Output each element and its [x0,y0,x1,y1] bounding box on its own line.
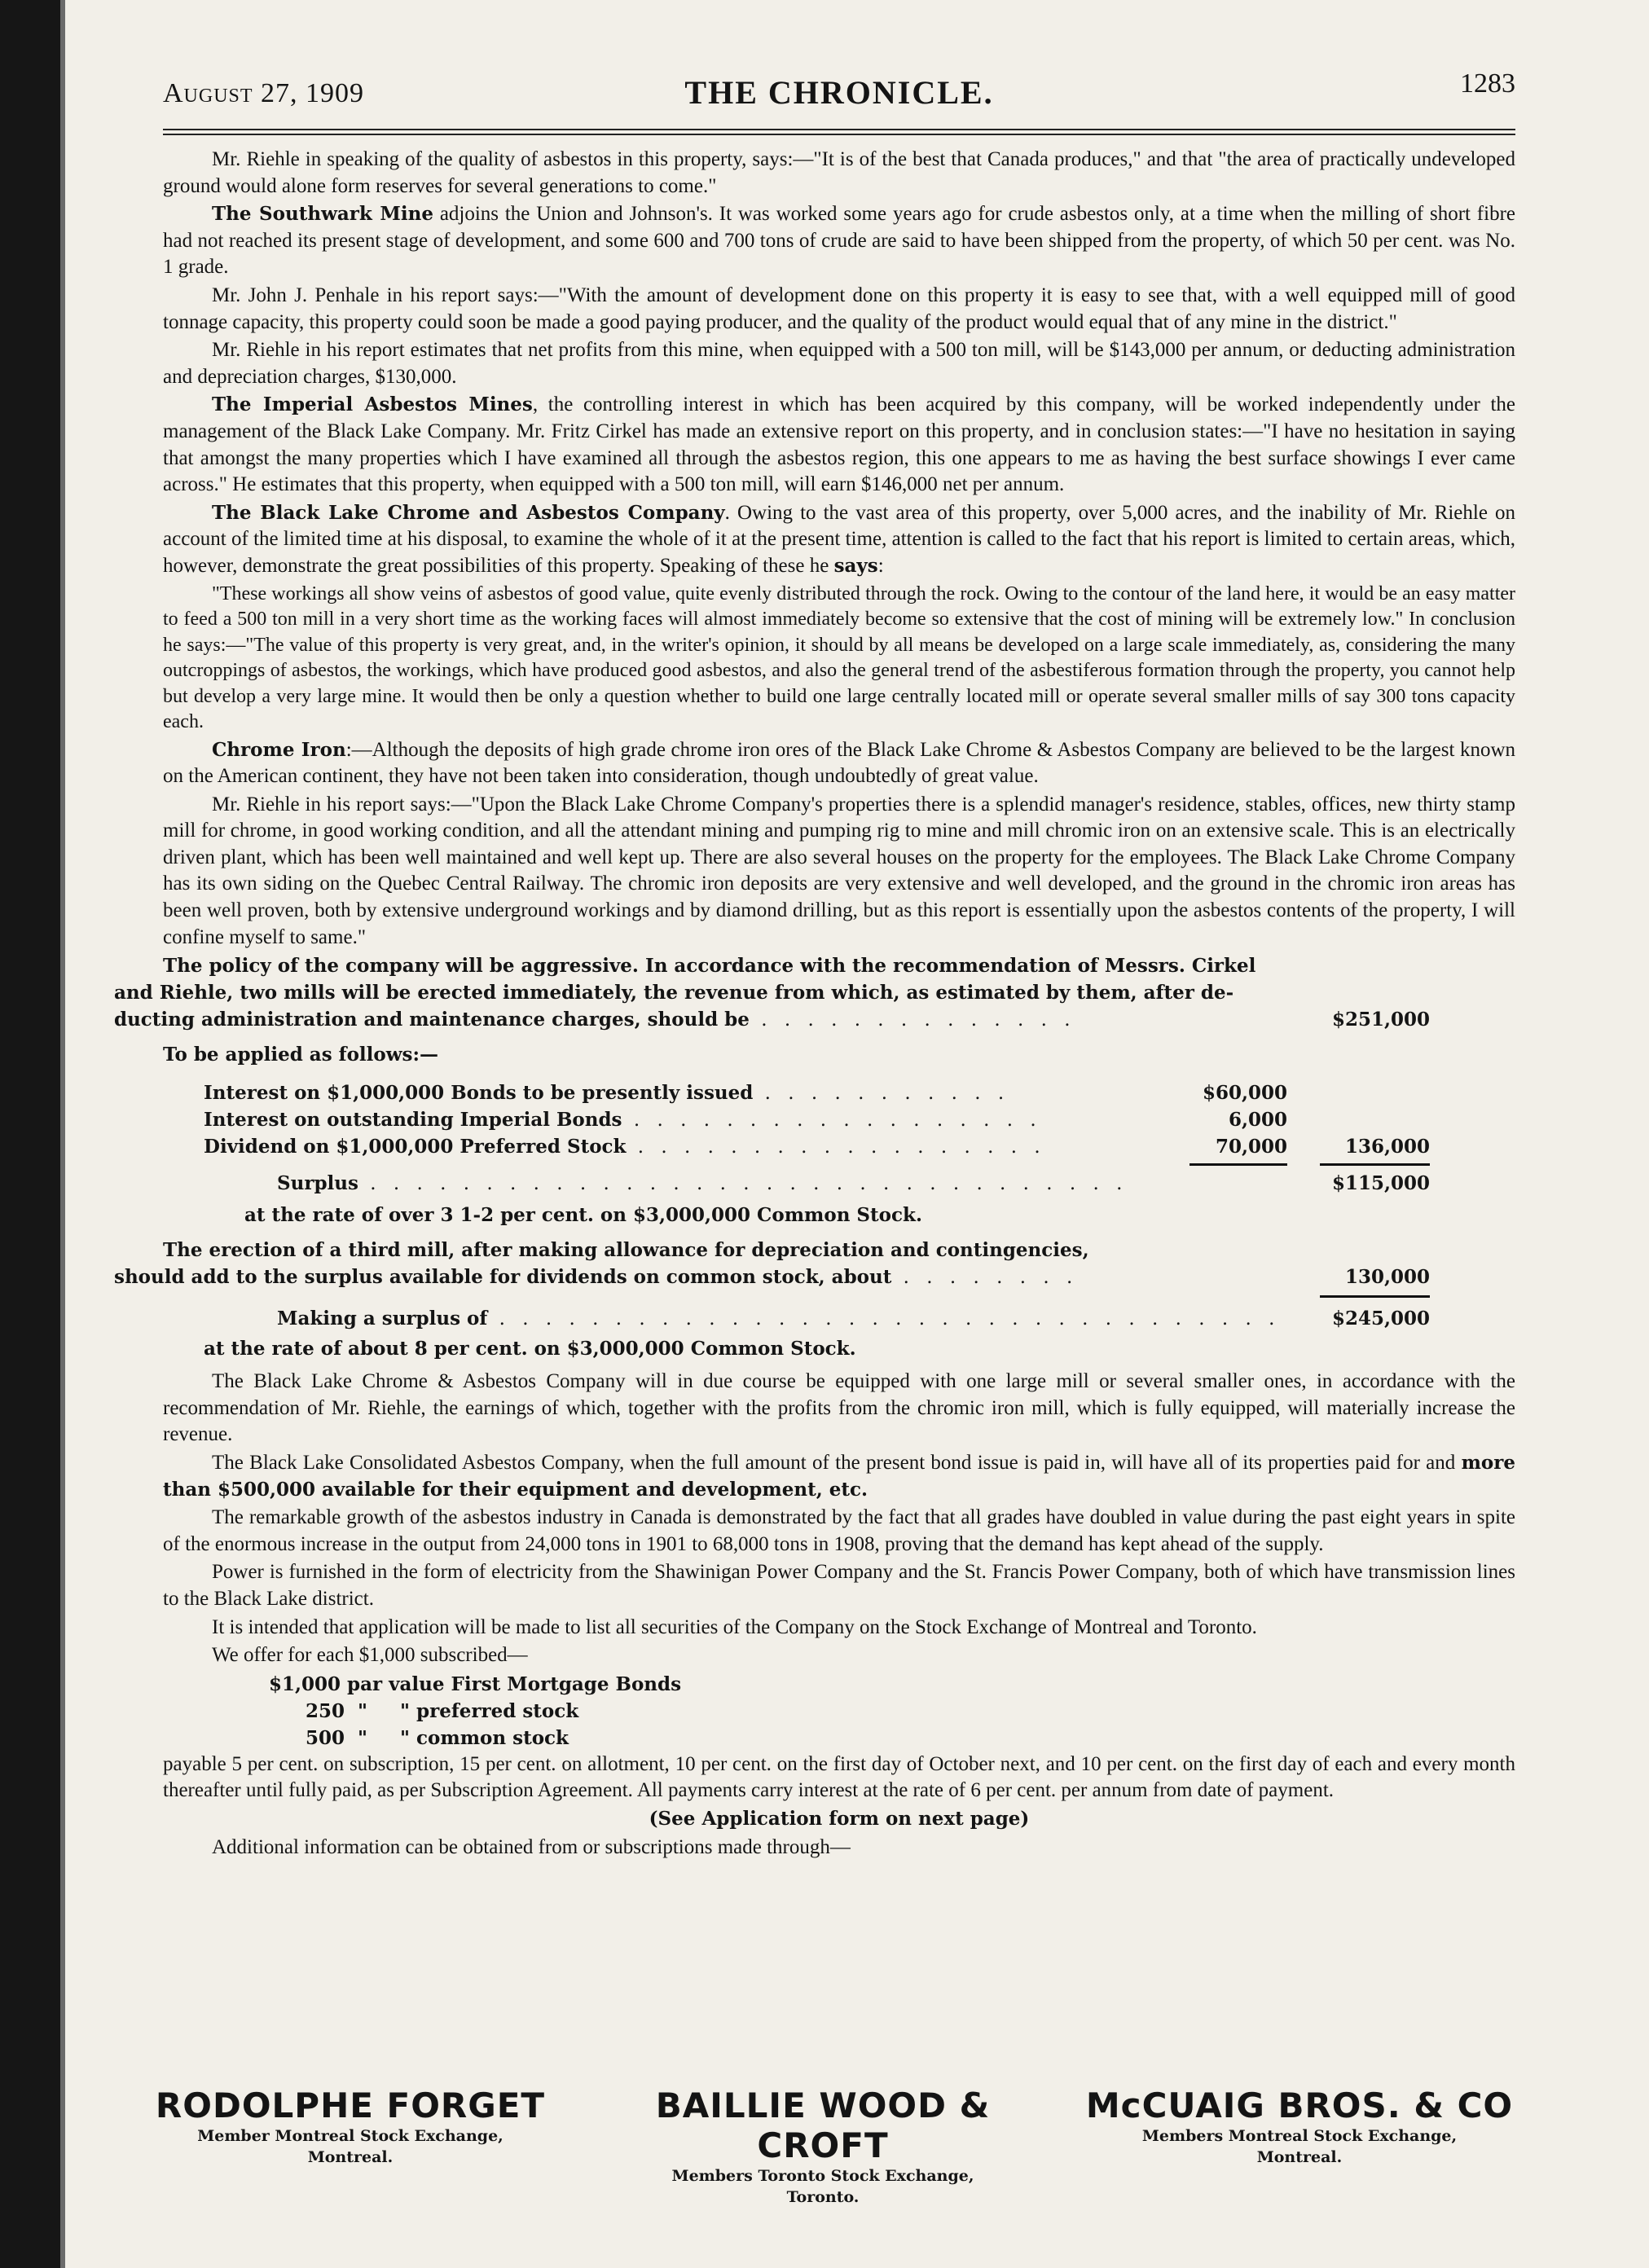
paragraph-penhale: Mr. John J. Penhale in his report says:—"With the amount of development done on this property it is easy to see that, with a well equipped mill of good tonnage capacity, this property could soon be made a good paying producer, and the quality of the product would equal that of any mine in the district." [163,284,1515,333]
page-header [163,65,1515,114]
surplus-amount: $115,000 [1331,1172,1430,1195]
third-mill-line-2: should add to the surplus available for dividends on common stock, about . . . . . . . . 130,000 [163,1264,1430,1290]
financial-statement [114,952,1430,1362]
paragraph-riehle-report: Mr. Riehle in his report says:—"Upon the Black Lake Chrome Company's properties there is a splendid manager's residence, stables, offices, new thirty stamp mill for chrome, in good working condition, and all the attendant mining and pumping rig to mine and mill chromic iron on an extensive scale. This is an electrically driven plant, which has been well maintained and well kept up. There are also several houses on the property for the employees. The Black Lake Chrome Company has its own siding on the Quebec Central Railway. The chromic iron deposits are very extensive and well developed, and the ground in the chromic iron areas has been well proven, both by extensive underground workings and by diamond drilling, but as this report is essentially upon the asbestos contents of the property, I will confine myself to same." [163,793,1515,948]
paragraph-black-lake [163,500,1515,580]
offer-bonds: $1,000 par value First Mortgage Bonds [269,1672,682,1695]
imperial-bonds-amount: 6,000 [1228,1109,1287,1132]
paragraph-riehle-profits: Mr. Riehle in his report estimates that net profits from this mine, when equipped with a 500 ton mill, will be $143,000 per annum, or deducting administration and depreciation charges, $130,000. [163,339,1515,388]
third-mill-amount: 130,000 [1344,1266,1430,1289]
paragraph-future-mills: The Black Lake Chrome & Asbestos Company will in due course be equipped with one large mill or several smaller ones, in accordance with the recommendation of Mr. Riehle, the earnings of which, together with the profits from the chromic iron mill, which is fully equipped, will materially increase the revenue. [163,1370,1515,1446]
preferred-dividend-amount: 70,000 [1215,1136,1287,1158]
surplus-line: Surplus . . . . . . . . . . . . . . . . . . . . . . . . . . . . . . . . . $115,000 [163,1170,1430,1197]
firm-exchange: Member Montreal Stock Exchange, [197,2127,503,2145]
offer-preferred: 250 " " preferred stock [306,1699,579,1722]
paragraph-additional-info: Additional information can be obtained from or subscriptions made through— [212,1835,851,1858]
offer-common: 500 " " common stock [306,1726,569,1749]
revenue-amount: $251,000 [1331,1009,1430,1031]
firm-rodolphe-forget [139,2086,562,2168]
rate-line-1: at the rate of over 3 1-2 per cent. on $3,000,000 Common Stock. [244,1204,922,1227]
says-emphasis: says [833,554,878,577]
paragraph-consolidated: The Black Lake Consolidated Asbestos Company, when the full amount of the present bond issue is paid in, will have all of its properties paid for and more than $500,000 available for their equipment and development, etc. [163,1452,1515,1501]
policy-line-3: ducting administration and maintenance charges, should be . . . . . . . . . . . . . . $251,000 [163,1006,1430,1033]
rate-line-2: at the rate of about 8 per cent. on $3,000,000 Common Stock. [204,1338,856,1360]
black-lake-text: . Owing to the vast area of this property, over 5,000 acres, and the inability of Mr. Riehle on account of the limited time at his disposal, to examine the whole of it at the present time, attention is called to the fact that his report is limited to certain areas, which, however, demonstrate the great possibilities of this property. Speaking of these he [163,501,1515,577]
imperial-heading: The Imperial Asbestos Mines [212,393,533,416]
bonds-interest-amount: $60,000 [1202,1082,1287,1105]
paragraph-offer-intro: We offer for each $1,000 subscribed— [212,1644,528,1667]
item-preferred-dividend: Dividend on $1,000,000 Preferred Stock . . . . . . . . . . . . . . . . . . 70,000 136,000 [163,1133,1430,1160]
third-mill-line-1: The erection of a third mill, after making allowance for depreciation and contingencies, [163,1239,1089,1262]
issue-date: August 27, 1909 [163,78,365,108]
subtotal-rules [163,1160,1430,1170]
brokers-footer [155,2086,1515,2232]
paragraph-chrome-iron [163,737,1515,790]
page-edge-shadow [60,0,65,2268]
page-edge [0,0,60,2268]
publication-title: THE CHRONICLE. [684,74,994,111]
header-rule [163,129,1515,135]
says-colon: : [877,554,884,577]
policy-line-2: and Riehle, two mills will be erected immediately, the revenue from which, as estimated by them, after de- [114,982,1234,1004]
firm-city: Toronto. [786,2188,860,2206]
firm-city: Montreal. [307,2148,394,2166]
firm-mccuaig-bros [1084,2086,1515,2168]
chrome-iron-heading: Chrome Iron [212,738,346,761]
paragraph-growth: The remarkable growth of the asbestos industry in Canada is demonstrated by the fact that all grades have doubled in value during the past eight years in spite of the enormous increase in the output from 24,000 tons in 1901 to 68,000 tons in 1908, proving that the demand has kept ahead of the supply. [163,1506,1515,1555]
paragraph-listing: It is intended that application will be made to list all securities of the Company on the Stock Exchange of Montreal and Toronto. [212,1615,1257,1638]
paragraph-southwark [163,201,1515,281]
applied-heading: To be applied as follows:— [163,1044,438,1066]
application-note: (See Application form on next page) [649,1807,1030,1830]
paragraph-payment-terms: payable 5 per cent. on subscription, 15 per cent. on allotment, 10 per cent. on the first day of October next, and 10 per cent. on the first day of each and every month thereafter until fully paid, as per Subscription Agreement. All payments carry interest at the rate of 6 per cent. per annum from date of payment. [163,1752,1515,1802]
policy-line-1: The policy of the company will be aggressive. In accordance with the recommendation of Messrs. Cirkel [163,955,1256,978]
article-body [114,147,1516,1861]
firm-baillie-wood-croft [595,2086,1051,2208]
third-mill-rule [163,1290,1430,1300]
black-lake-heading: The Black Lake Chrome and Asbestos Company [212,501,725,524]
item-bonds-interest: Interest on $1,000,000 Bonds to be presently issued . . . . . . . . . . . $60,000 [163,1079,1430,1106]
making-surplus-line: Making a surplus of . . . . . . . . . . . . . . . . . . . . . . . . . . . . . . . . . . $245,000 [163,1305,1430,1332]
newspaper-page [114,65,1516,2216]
firm-city: Montreal. [1256,2148,1343,2166]
page-number: 1283 [1460,68,1515,99]
making-surplus-amount: $245,000 [1331,1308,1430,1330]
imperial-text: , the controlling interest in which has been acquired by this company, will be worked independently under the management of the Black Lake Company. Mr. Fritz Cirkel has made an extensive report on this property, and in conclusion states:—"I have no hesitation in saying that amongst the many properties which I have examined all through the asbestos region, this one appears to me as having the best surface showings I ever came across." He estimates that this property, when equipped with a 500 ton mill, will earn $146,000 net per annum. [163,393,1516,496]
firm-name: BAILLIE WOOD & CROFT [655,2086,991,2165]
equipment-emphasis: more than $500,000 available for their equipment and development, etc. [163,1452,1515,1501]
applied-total-amount: 136,000 [1344,1136,1430,1158]
southwark-text: adjoins the Union and Johnson's. It was worked some years ago for crude asbestos only, at a time when the milling of short fibre had not reached its present stage of development, and some 600 and 700 tons of crude are said to have been shipped from the property, of which 50 per cent. was No. 1 grade. [163,203,1516,279]
paragraph-workings-quote: "These workings all show veins of asbestos of good value, quite evenly distributed through the rock. Owing to the contour of the land here, it would be an easy matter to feed a 500 ton mill in a very short time as the working faces will almost immediately become so extensive that the cost of mining will be extremely low." In conclusion he says:—"The value of this property is very great, and, in the writer's opinion, it should by all means be developed on a large scale immediately, as, considering the many outcroppings of asbestos, the workings, which have produced good asbestos, and also the general trend of the asbestiferous formation through the property, you cannot help but develop a very large mine. It would then be only a question whether to build one large centrally located mill or operate several smaller mills of say 300 tons capacity each. [163,582,1515,732]
firm-exchange: Members Toronto Stock Exchange, [671,2167,974,2185]
offer-list [163,1671,1515,1752]
item-imperial-bonds: Interest on outstanding Imperial Bonds . . . . . . . . . . . . . . . . . . 6,000 [163,1106,1430,1133]
chrome-iron-text: :—Although the deposits of high grade chrome iron ores of the Black Lake Chrome & Asbestos Company are believed to be the largest known on the American continent, they have not been taken into consideration, though undoubtedly of great value. [163,738,1516,788]
paragraph-imperial [163,392,1515,498]
paragraph-riehle-quality: Mr. Riehle in speaking of the quality of asbestos in this property, says:—"It is of the best that Canada produces," and that "the area of practically undeveloped ground would alone form reserves for several generations to come." [163,148,1515,197]
firm-exchange: Members Montreal Stock Exchange, [1141,2127,1458,2145]
firm-name: McCUAIG BROS. & CO [1085,2086,1514,2125]
paragraph-power: Power is furnished in the form of electricity from the Shawinigan Power Company and the St. Francis Power Company, both of which have transmission lines to the Black Lake district. [163,1561,1515,1610]
firm-name: RODOLPHE FORGET [155,2086,546,2125]
southwark-heading: The Southwark Mine [212,203,433,226]
